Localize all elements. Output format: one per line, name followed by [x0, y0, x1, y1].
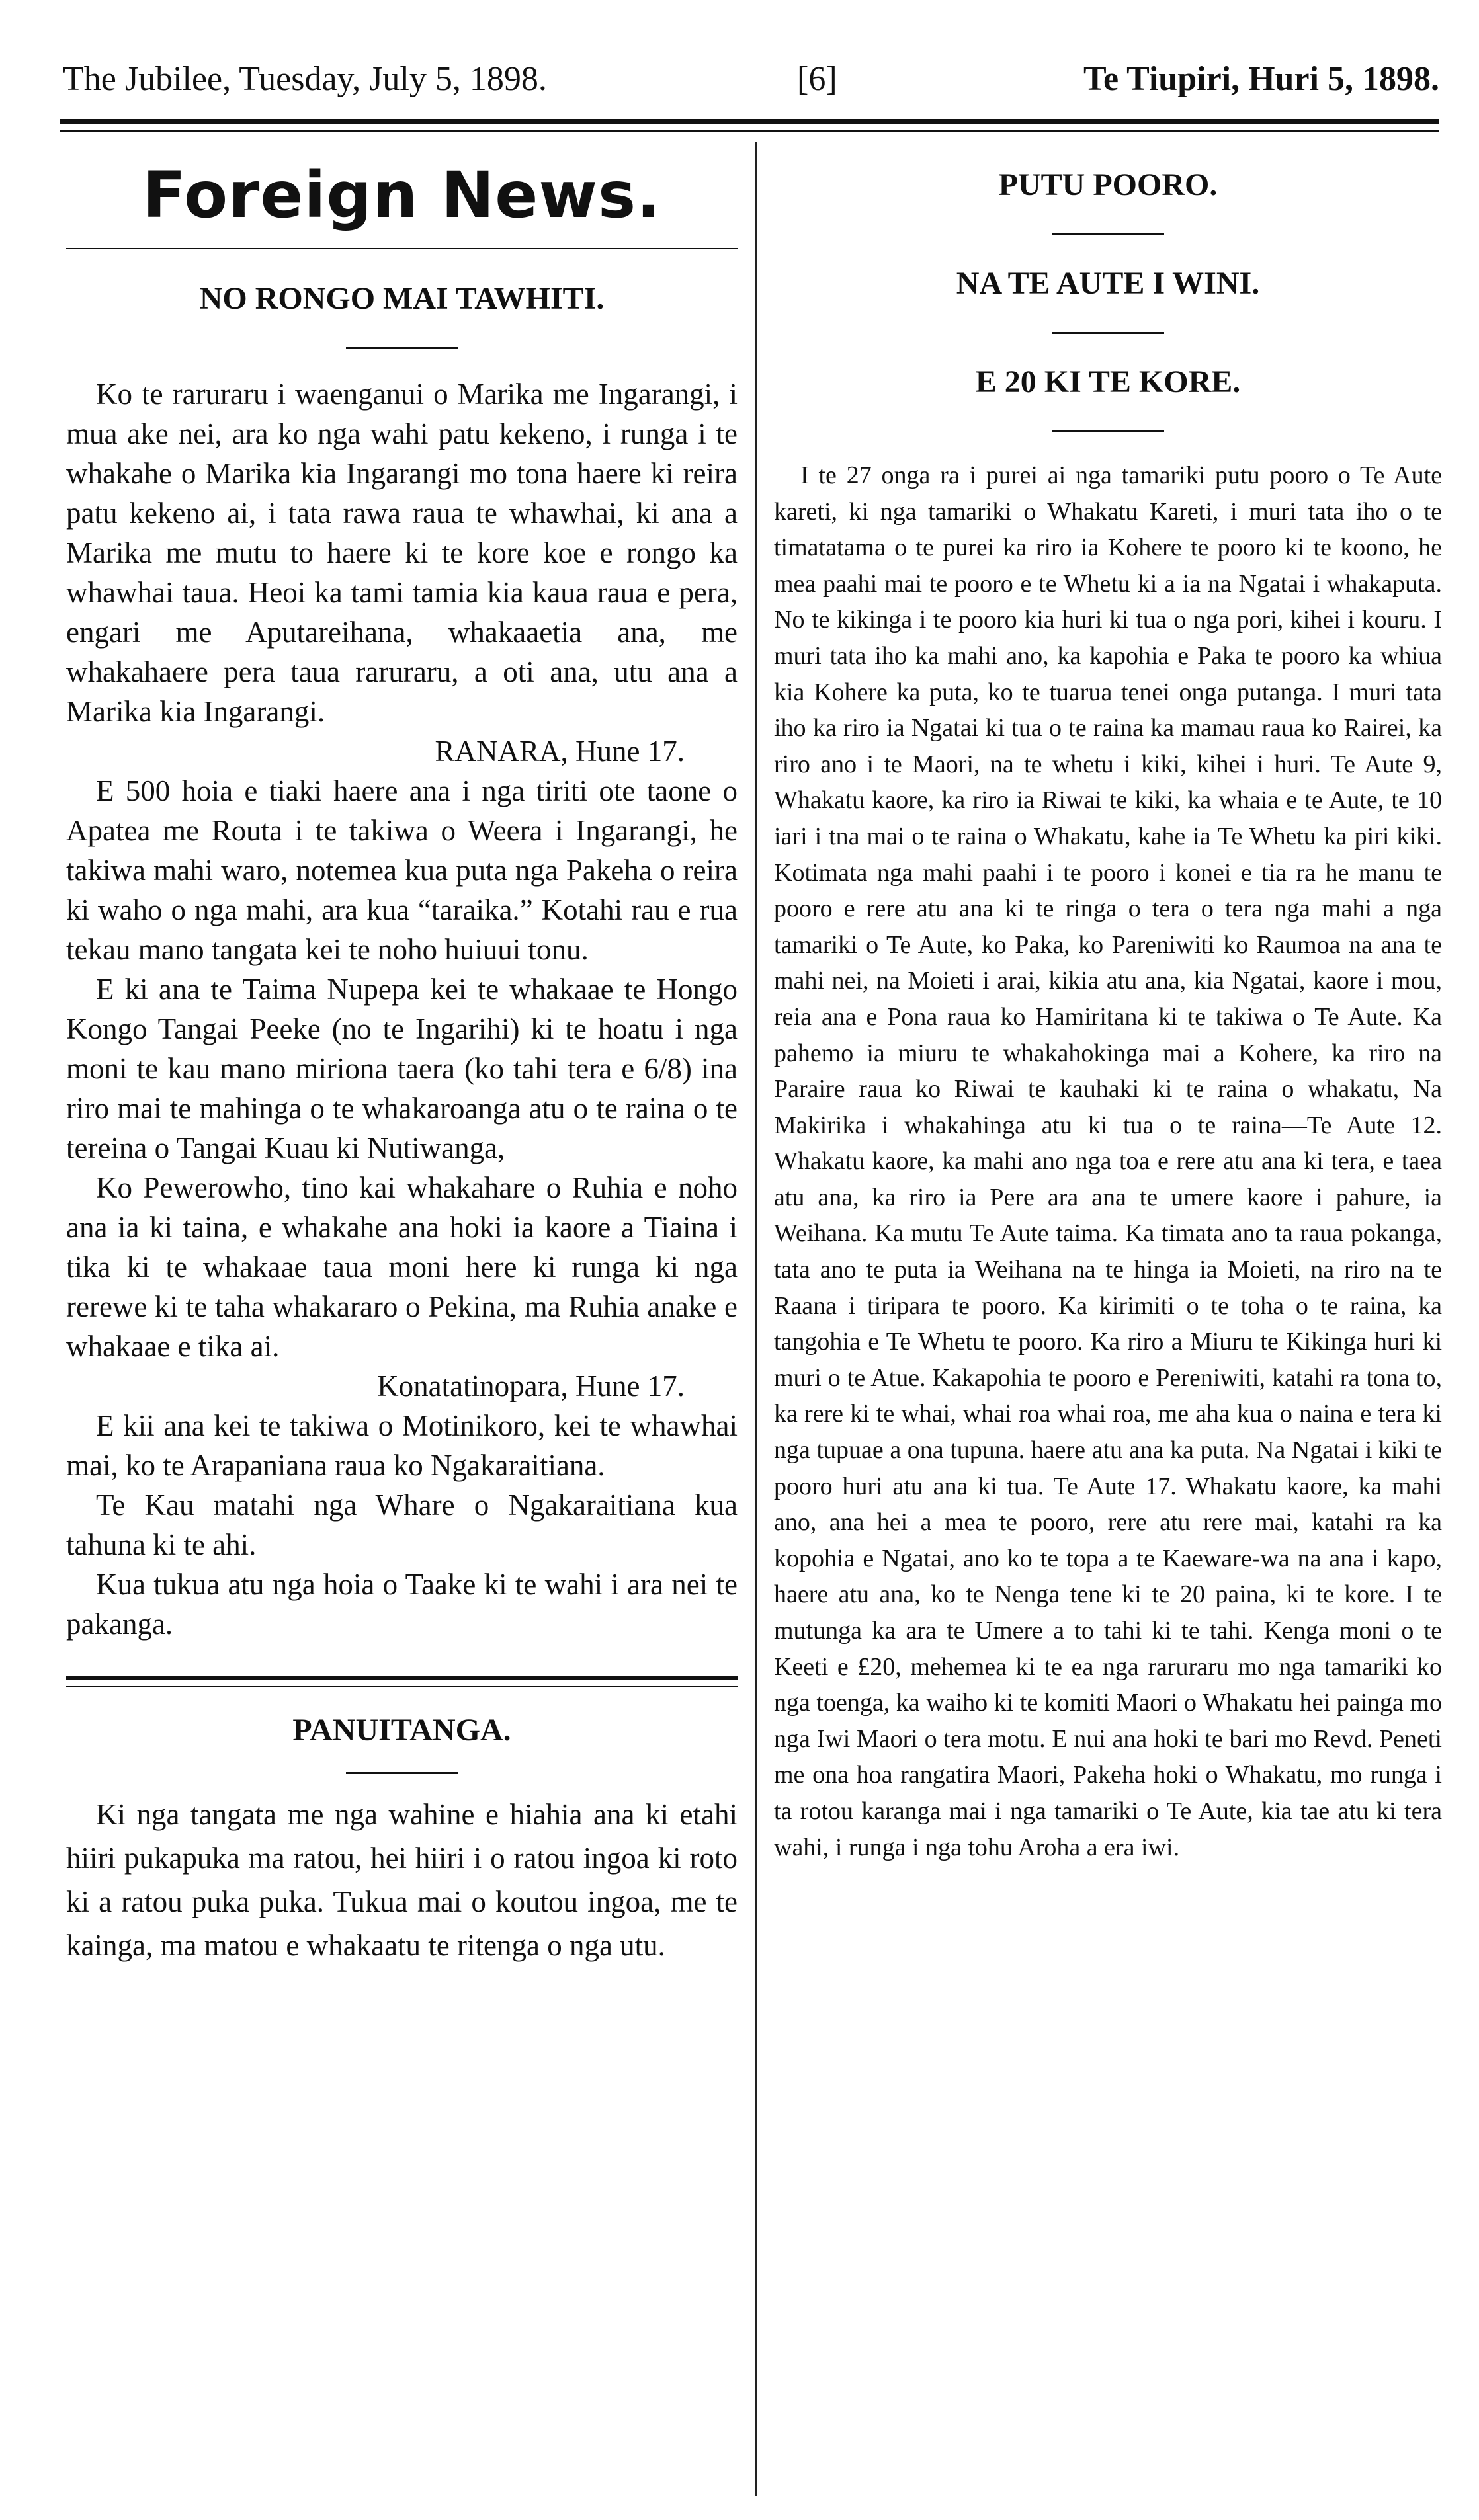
- football-subtitle-rule: [1052, 332, 1164, 334]
- masthead-rule-thin: [60, 130, 1439, 132]
- section-title: Foreign News.: [142, 158, 661, 232]
- football-title-rule: [1052, 233, 1164, 235]
- football-score: E 20 KI TE KORE.: [975, 364, 1241, 399]
- notice-rule-thin: [66, 1686, 738, 1687]
- football-score-rule: [1052, 430, 1164, 432]
- news-paragraph: Ko te raruraru i waenganui o Marika me Ingarangi, i mua ake nei, ara ko nga wahi patu kekeno, i runga i te whakahe o Marika kia Ingarangi mo tona haere ki reira patu kekeno ai, i tata rawa raua te whawhai, ki ana a Marika me mutu to haere ki te kore koe e rongo ka whawhai taua. Heoi ka tami tamia kia kaua raua e pera, engari me Aputareihana, whakaaetia ana, me whakahaere pera taua raruraru, a oti ana, utu ana a Marika kia Ingarangi.: [66, 378, 738, 728]
- dateline: Konatatinopara, Hune 17.: [377, 1369, 685, 1402]
- dateline: RANARA, Hune 17.: [435, 735, 685, 768]
- column-divider: [755, 142, 757, 2496]
- football-title: PUTU POORO.: [998, 167, 1218, 202]
- news-paragraph: E kii ana kei te takiwa o Motinikoro, kei te whawhai mai, ko te Arapaniana raua ko Ngakaraitiana.: [66, 1409, 738, 1482]
- foreign-news-body: [66, 374, 738, 1644]
- news-paragraph: Kua tukua atu nga hoia o Taake ki te wahi i ara nei te pakanga.: [66, 1568, 738, 1641]
- masthead-rule-thick: [60, 119, 1439, 124]
- masthead: [63, 53, 1439, 106]
- news-paragraph: E 500 hoia e tiaki haere ana i nga tiriti ote taone o Apatea me Routa i te takiwa o Weera i Ingarangi, he takiwa mahi waro, notemea kua puta nga Pakeha o reira ki waho o nga mahi, ara kua “taraika.” Kotahi rau e rua tekau mano tangata kei te noho huiuui tonu.: [66, 774, 738, 966]
- notice-rule-thick: [66, 1676, 738, 1680]
- article-subtitle: NO RONGO MAI TAWHITI.: [199, 281, 605, 316]
- page-number: [6]: [797, 60, 837, 98]
- news-paragraph: E ki ana te Taima Nupepa kei te whakaae te Hongo Kongo Tangai Peeke (no te Ingarihi) ki te hoatu i nga moni te kau mano miriona taera (ko tahi tera e 6/8) ina riro mai te mahinga o te whakaroanga atu o te raina o te tereina o Tangai Kuau ki Nutiwanga,: [66, 973, 738, 1164]
- left-column: [66, 139, 738, 1967]
- notice-title-rule: [346, 1772, 458, 1774]
- section-title-rule: [66, 248, 738, 249]
- subtitle-rule: [346, 347, 458, 349]
- football-report-paragraph: I te 27 onga ra i purei ai nga tamariki putu pooro o Te Aute kareti, ki nga tamariki o Whakatu Kareti, i muri tata iho o te timatatama o te purei ka riro ia Kohere te pooro ki te koono, he mea paahi mai te pooro e te Whetu ki a ia na Ngatai i whakaputa. No te kikinga i te pooro kia huri ki tua o nga pori, kihei i kouru. I muri tata iho ka mahi ano, ka kapohia e Paka te pooro ka whiua kia Kohere ka puta, ko te tuarua tenei onga putanga. I muri tata iho ka riro ia Ngatai ki tua o te raina ka mamau raua ko Rairei, ka riro ano i te Maori, na te whetu i kiki, kihei i huri. Te Aute 9, Whakatu kaore, ka riro ia Riwai te kiki, ka whaia e te Aute, te 10 iari i tna mai o te raina o Whakatu, kahe ia Te Whetu ka piri kiki. Kotimata nga mahi paahi i te pooro i konei e tia ra he manu te pooro e rere atu ana ki te ringa o tera o tera nga mahi a nga tamariki o Te Aute, ko Paka, ko Pareniwiti ko Raumoa na ana te mahi nei, na Moieti i arai, kikia atu ana, kia Ngatai, kaore i mou, reia ana e Pona raua ko Hamiritana ki te takiwa o Te Aute. Ka pahemo ia miuru te whakahokinga mai a Kohere, ka riro na Paraire raua ko Riwai te kauhaki ki te raina o whakatu, Na Makirika i whakahinga atu ki tua o te raina—Te Aute 12. Whakatu kaore, ka mahi ano nga toa e rere atu ana ki tera, e taea atu ana, ka riro ia Pere ara ana te umere kaore i pahure, ia Weihana. Ka mutu Te Aute taima. Ka timata ano ta raua pokanga, tata ano te puta ia Weihana na te hinga ia Moieti, na riro na te Raana i tiripara te pooro. Ka kirimiti o te toha o te raina, ka tangohia e Te Whetu te pooro. Ka riro a Miuru te Kikinga huri ki muri o te Atue. Kakapohia te pooro e Pereniwiti, katahi ra tona to, ka rere ki te whai, whai roa whai roa, me aha kua o naina e tera ki nga tupuae a ona tupuna. haere atu ana ka puta. Na Ngatai i kiki te pooro huri atu ana ki tua. Te Aute 17. Whakatu kaore, ka mahi ano, ana hei a mea te pooro, rere atu rere mai, katahi ra ka kopohia e Ngatai, ano ko te topa a te Kaeware-wa na ana i kapo, haere atu ana, ko te Nenga tene ki te 20 paina, ki te kore. I te mutunga ka ara te Umere a to tahi ki te tahi. Kenga moni o te Keeti e £20, mehemea ki te ea nga raruraru mo nga tamariki ko nga toenga, ka waiho ki te komiti Maori o Whakatu hei painga mo nga Iwi Maori o tera motu. E nui ana hoki te bari mo Revd. Peneti me ona hoa rangatira Maori, Pakeha hoki o Whakatu, mo runga i ta rotou karanga mai i nga tamariki o Te Aute, kia tae atu ki tera wahi, i runga i nga tohu Aroha a era iwi.: [774, 462, 1442, 1861]
- masthead-maori-date: Te Tiupiri, Huri 5, 1898.: [1083, 60, 1439, 98]
- masthead-english-date: The Jubilee, Tuesday, July 5, 1898.: [63, 60, 547, 98]
- news-paragraph: Ko Pewerowho, tino kai whakahare o Ruhia e noho ana ia ki taina, e whakahe ana hoki ia kaore a Tiaina i tika ki te whakaae taua moni here ki runga ki nga rerewe ki te taha whakararo o Pekina, ma Ruhia anake e whakaae e tika ai.: [66, 1171, 738, 1363]
- news-paragraph: Te Kau matahi nga Whare o Ngakaraitiana kua tahuna ki te ahi.: [66, 1488, 738, 1561]
- right-column: [774, 139, 1442, 1865]
- notice-title: PANUITANGA.: [292, 1713, 511, 1748]
- football-report-body: [774, 458, 1442, 1865]
- notice-body: [66, 1793, 738, 1967]
- football-subtitle: NA TE AUTE I WINI.: [956, 266, 1260, 301]
- notice-paragraph: Ki nga tangata me nga wahine e hiahia ana ki etahi hiiri pukapuka ma ratou, hei hiiri i o ratou ingoa ki roto ki a ratou puka puka. Tukua mai o koutou ingoa, me te kainga, ma matou e whakaatu te ritenga o nga utu.: [66, 1798, 738, 1962]
